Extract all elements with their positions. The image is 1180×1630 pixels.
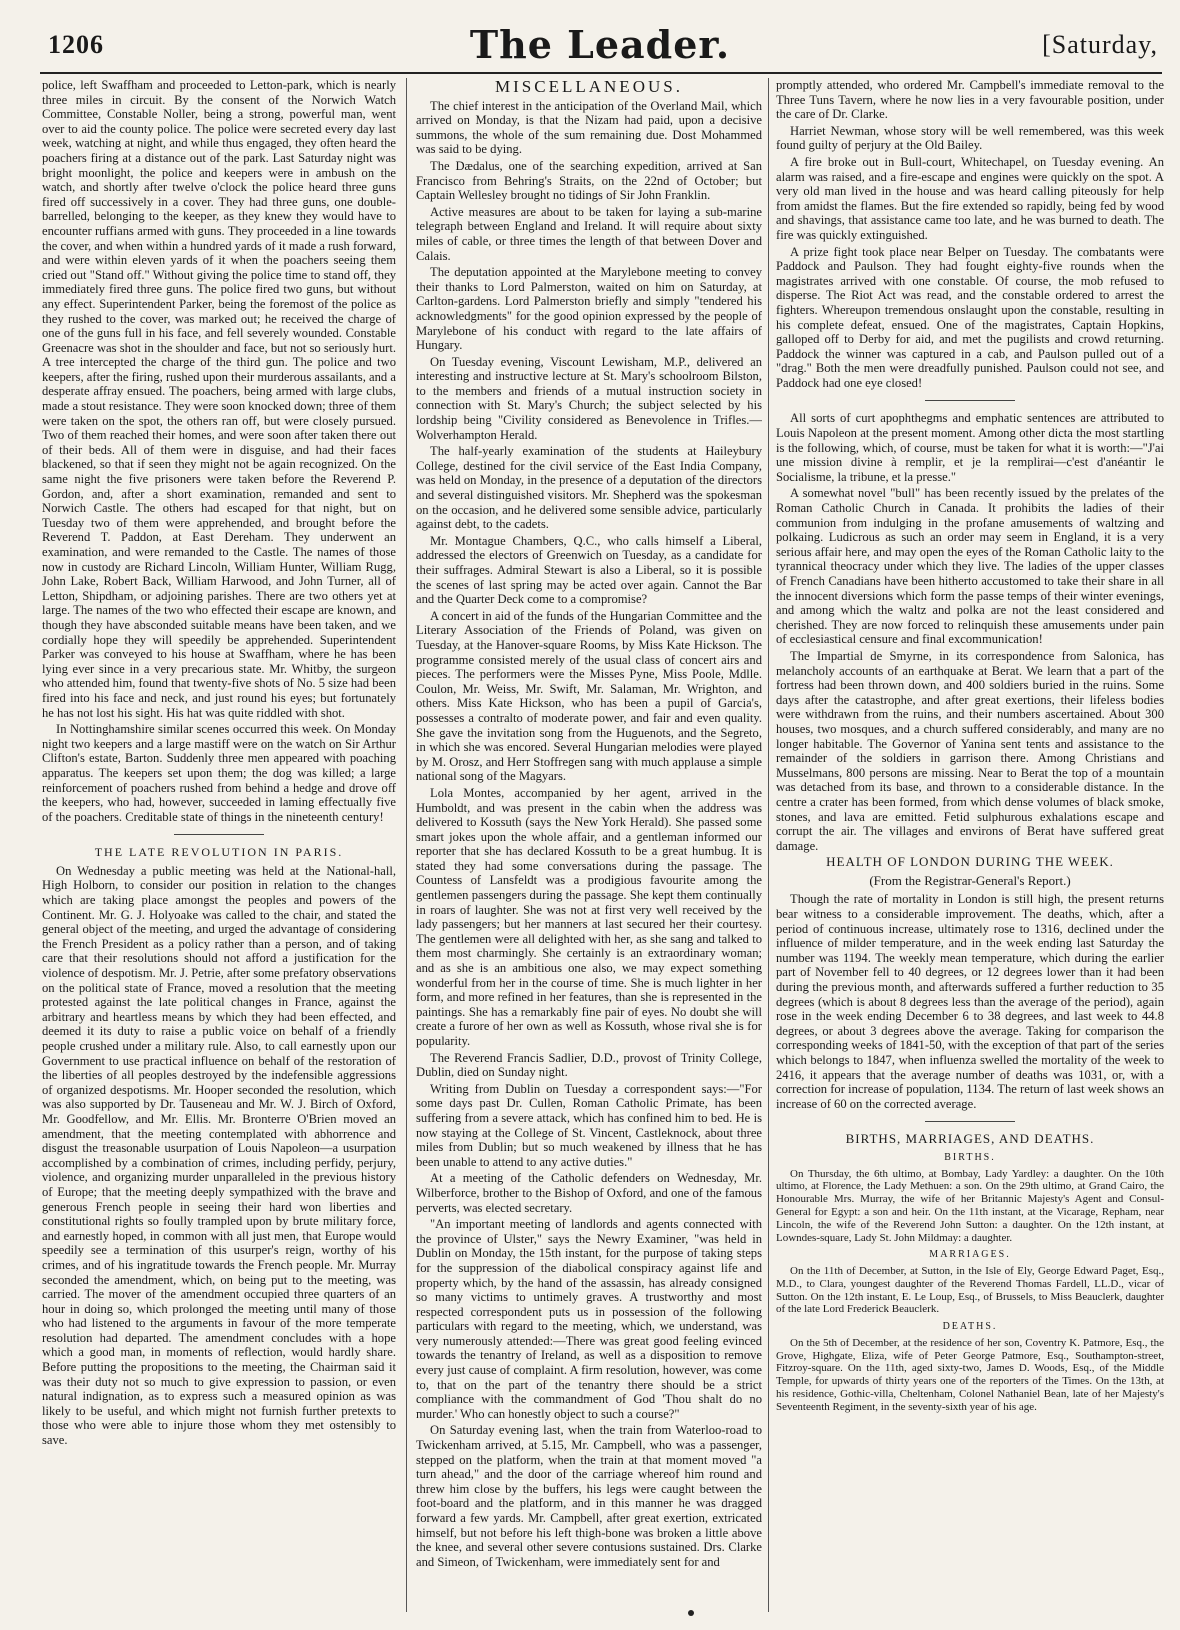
page-header bbox=[0, 0, 1180, 80]
footer-dot bbox=[688, 1610, 694, 1616]
marriages-label: MARRIAGES. bbox=[929, 1249, 1011, 1261]
article-paragraph: Harriet Newman, whose story will be well remembered, was this week found guilty of perjury at the Old Bailey. bbox=[776, 123, 1164, 153]
column-one bbox=[42, 78, 396, 1612]
article-paragraph: The Reverend Francis Sadlier, D.D., provost of Trinity College, Dublin, died on Sunday night. bbox=[416, 1050, 762, 1080]
section-heading: HEALTH OF LONDON DURING THE WEEK. bbox=[826, 854, 1114, 870]
section-separator bbox=[925, 400, 1015, 401]
section-subheading: (From the Registrar-General's Report.) bbox=[869, 872, 1071, 888]
article-paragraph: All sorts of curt apophthegms and emphatic sentences are attributed to Louis Napoleon at the present moment. Among other dicta the most startling is the following, which, of course, must be taken for what it is worth:—"J'ai une mission divine à remplir, et je la remplirai—c'est d'anéantir le Socialisme, la tribune, et la presse." bbox=[776, 411, 1164, 484]
section-separator bbox=[174, 834, 264, 835]
section-heading: BIRTHS, MARRIAGES, AND DEATHS. bbox=[845, 1131, 1095, 1147]
article-paragraph: In Nottinghamshire similar scenes occurred this week. On Monday night two keepers and a large mastiff were on the watch on Sir Arthur Clifton's estate, Barton. Suddenly three men appeared with poaching apparatus. The keepers set upon them; the dog was killed; a large reinforcement of poachers rushed from behind a hedge and drove off the keepers, who had, however, succeeded in laming effectually five of the poachers. Creditable state of things in the nineteenth century! bbox=[42, 722, 396, 824]
deaths-notices: On the 5th of December, at the residence of her son, Coventry K. Patmore, Esq., the Grove, Highgate, Eliza, wife of Peter George Patmore, Esq., Southampton-street, Fitzroy-square. On the 11th, aged sixty-two, James D. Woods, Esq., of the Middle Temple, for upwards of thirty years one of the reporters of the Times. On the 13th, at his residence, Gothic-villa, Cheltenham, Colonel Nathaniel Bean, late of her Majesty's Seventeenth Regiment, in the seventy-sixth year of his age. bbox=[776, 1336, 1164, 1413]
column-divider bbox=[768, 78, 769, 1612]
marriages-notices: On the 11th of December, at Sutton, in the Isle of Ely, George Edward Paget, Esq., M.D., to Clara, youngest daughter of the Reverend Thomas Fardell, LL.D., vicar of Sutton. On the 12th instant, E. Le Loup, Esq., of Brussels, to Miss Beauclerk, daughter of the late Lord Frederick Beauclerk. bbox=[776, 1264, 1164, 1316]
article-paragraph: The Dædalus, one of the searching expedition, arrived at San Francisco from Behring's Straits, on the 22nd of October; but Captain Wellesley brought no tidings of Sir John Franklin. bbox=[416, 158, 762, 203]
section-heading: MISCELLANEOUS. bbox=[495, 78, 683, 96]
article-paragraph: At a meeting of the Catholic defenders on Wednesday, Mr. Wilberforce, brother to the Bishop of Oxford, and one of the famous perverts, was elected secretary. bbox=[416, 1171, 762, 1215]
column-three bbox=[776, 78, 1164, 1612]
column-divider bbox=[406, 78, 407, 1612]
header-rule bbox=[40, 72, 1162, 74]
article-paragraph: A concert in aid of the funds of the Hungarian Committee and the Literary Association of the Friends of Poland, was given on Tuesday, at the Hanover-square Rooms, by Miss Kate Hickson. The programme consisted merely of the usual class of concert airs and pieces. The performers were the Misses Pyne, Miss Poole, Mdlle. Coulon, Mr. Weiss, Mr. Swift, Mr. Salaman, Mr. Wrighton, and others. Miss Kate Hickson, who has been a pupil of Garcia's, possesses a contralto of moderate power, and fair and even quality. She gave the invitation song from the Huguenots, and the Segreto, in which she was encored. Several Hungarian melodies were played by M. Orosz, and Herr Stoffregen sang with much applause a simple national song of the Magyars. bbox=[416, 608, 762, 784]
article-paragraph: police, left Swaffham and proceeded to Letton-park, which is nearly three miles in circuit. By the consent of the Norwich Watch Committee, Constable Noller, being a strong, powerful man, went over to aid the county police. The police were secreted every day last week, watching at night, and while thus engaged, they often heard the poachers firing at a distance out of the park. Last Saturday night was bright moonlight, the police and keepers were in ambush on the watch, and shortly after twelve o'clock the police heard three guns fired off successively in a cover. They had three guns, one double-barrelled, belonging to the keeper, as they knew they would have to encounter ruffians armed with guns. They proceeded in a line towards the cover, and when within a hundred yards of it made a rush forward, and were within eleven yards of it when the poachers seeing them cried out "Stand off." Without giving the police time to stand off, they immediately fired three guns. The police fired two guns, but without any effect. Superintendent Parker, being the foremost of the police as they rushed to the cover, was marked out; he received the charge of one of the guns full in his face, and fell severely wounded. Constable Greenacre was shot in the shoulder and face, but not so seriously hurt. A tree intercepted the charge of the third gun. The police and two keepers, after the firing, rushed upon their murderous assailants, and a desperate affray ensued. The poachers, being armed with large clubs, made a stout resistance. They were soon knocked down; three of them were taken on the spot, the others ran off, but were closely pursued. Two of them reached their homes, and were soon after taken there out of their beds. All of them were in disguise, and had their faces blackened, so that if seen they might not be again recognized. On the same night the five prisoners were taken before the Reverend P. Gordon, and, after a short examination, remanded and sent to Norwich Castle. The others had escaped for that night, but on Tuesday two of them were apprehended, and brought before the Reverend T. Paddon, at East Dereham. They underwent an examination, and were remanded to the Castle. The names of those now in custody are Richard Lincoln, William Hunter, William Rugg, John Lake, Robert Back, William Harwood, and John Turner, all of Letton, Shipdham, or adjoining parishes. There are two others yet at large. The names of the two who effected their escape are known, and though they have absconded suitable means have been taken, and we cordially hope they will speedily be apprehended. Superintendent Parker was conveyed to his house at Swaffham, where he has been lying ever since in a very precarious state. Mr. Whitby, the surgeon who attended him, found that twenty-five shots of No. 5 size had been fired into his face and neck, and just round his eyes; but fortunately he has not lost his sight. His hat was quite riddled with shot. bbox=[42, 78, 396, 720]
article-paragraph: A prize fight took place near Belper on Tuesday. The combatants were Paddock and Paulson. They had fought eighty-five rounds when the magistrates arrived with one constable. Of course, the mob refused to disperse. The Riot Act was read, and the constable ordered to arrest the fighters. Whereupon tremendous onslaught upon the constable, resulting in his complete defeat, ensued. One of the magistrates, Captain Hopkins, galloped off to Derby for aid, and met the pugilists and crowd returning. Paddock the winner was captured in a cab, and Paulson pulled out of a "drag." Both the men were dreadfully punished. Paulson could not see, and Paddock had one eye closed! bbox=[776, 244, 1164, 390]
article-paragraph: Though the rate of mortality in London is still high, the present returns bear witness to a considerable improvement. The deaths, which, after a period of continuous increase, ultimately rose to 1316, declined under the influence of milder temperature, and in the week ending last Saturday the number was 1194. The weekly mean temperature, which during the earlier part of November fell to 40 degrees, or 12 degrees lower than it had been during the previous month, and afterwards suffered a further reduction to 35 degrees (which is about 8 degrees less than the average of the period), again rose in the week ending December 6 to 38 degrees, and last week to 44.8 degrees, or about 3 degrees above the average. Taking for comparison the corresponding weeks of 1841-50, with the exception of that part of the series which belongs to 1847, when influenza swelled the mortality of the week to 2416, it appears that the average number of deaths was 1031, or, with a correction for increase of population, 1134. The return of last week shows an increase of 60 on the corrected average. bbox=[776, 892, 1164, 1111]
article-paragraph: promptly attended, who ordered Mr. Campbell's immediate removal to the Three Tuns Tavern, where he now lies in a very favourable position, under the care of Dr. Clarke. bbox=[776, 78, 1164, 122]
births-label: BIRTHS. bbox=[944, 1151, 996, 1163]
deaths-label: DEATHS. bbox=[942, 1321, 998, 1333]
article-paragraph: Lola Montes, accompanied by her agent, arrived in the Humboldt, and was present in the cabin when the address was delivered to Kossuth (says the New York Herald). She passed some smart jokes upon the whole affair, and a gentleman informed our reporter that she has declared Kossuth to be a great humbug. It is stated they had some conversations during the passage. The Countess of Lansfeldt was a prodigious favourite among the gentlemen passengers during the passage. She kept them continually in roars of laughter. She was not at first very well received by the lady passengers; but her manners at last secured her their courtesy. The gentlemen were all delighted with her, as she sang and talked to them most charmingly. She certainly is an extraordinary woman; and as she is an ambitious one also, we may expect something wonderful from her in the course of time. She is much lighter in her form, and more refined in her features, than she is represented in the paintings. She has a remarkably fine pair of eyes. No doubt she will create a furore of her own as well as Kossuth, whose rival she is for popularity. bbox=[416, 785, 762, 1048]
column-two bbox=[416, 78, 762, 1612]
page-number: 1206 bbox=[48, 30, 104, 59]
article-paragraph: Writing from Dublin on Tuesday a correspondent says:—"For some days past Dr. Cullen, Roman Catholic Primate, has been suffering from a severe attack, which has confined him to bed. He is now staying at the College of St. Vincent, Castleknock, about three miles from Dublin; but so much weakened by illness that he has been unable to attend to any active duties." bbox=[416, 1081, 762, 1169]
article-paragraph: A fire broke out in Bull-court, Whitechapel, on Tuesday evening. An alarm was raised, and a fire-escape and engines were quickly on the spot. A very old man lived in the house and was heard calling piteously for help from amidst the flames. But the fire extended so rapidly, being fed by wood and shavings, that assistance came too late, and he was burned to death. The fire was quickly extinguished. bbox=[776, 154, 1164, 242]
article-paragraph: The half-yearly examination of the students at Haileybury College, destined for the civil service of the East India Company, was held on Monday, in the presence of a deputation of the directors and several distinguished visitors. Mr. Shepherd was the spokesman on the occasion, and he delivered some sensible advice, particularly against debt, to the cadets. bbox=[416, 444, 762, 532]
article-paragraph: Active measures are about to be taken for laying a sub-marine telegraph between England and Ireland. It will require about sixty miles of cable, or three times the length of that between Dover and Calais. bbox=[416, 204, 762, 263]
issue-day: [Saturday, bbox=[1042, 30, 1158, 59]
article-paragraph: Mr. Montague Chambers, Q.C., who calls himself a Liberal, addressed the electors of Greenwich on Tuesday, as a candidate for their suffrages. Admiral Stewart is also a Liberal, so it is possible the scenes of last spring may be acted over again. Cannot the Bar and the Quarter Deck come to a compromise? bbox=[416, 533, 762, 607]
article-paragraph: On Saturday evening last, when the train from Waterloo-road to Twickenham arrived, at 5.15, Mr. Campbell, who was a passenger, stepped on the platform, when the train at that moment moved "a turn ahead," and the door of the carriage whereof him round and threw him close by the buffers, his legs were caught between the foot-board and the platform, and in this manner he was dragged forward a few yards. Mr. Campbell, after great exertion, extricated himself, but not before his left thigh-bone was broken a little above the knee, and several other severe contusions sustained. Drs. Clarke and Simeon, of Twickenham, were immediately sent for and bbox=[416, 1423, 762, 1569]
article-paragraph: On Wednesday a public meeting was held at the National-hall, High Holborn, to consider our position in relation to the changes which are taking place amongst the peoples and powers of the Continent. Mr. G. J. Holyoake was called to the chair, and stated the general object of the meeting, and urged the advantage of considering the French President as a policy rather than a person, and of taking care that their resolutions should not afford a justification for the violence of despotism. Mr. J. Petrie, after some prefatory observations on the political state of France, moved a resolution that the meeting protested against the late political changes in France, against the arbitrary and heartless means by which they had been effected, and deemed it its duty to raise a public voice on behalf of a friendly people crushed under a military rule. Also, to call earnestly upon our Government to use practical influence on behalf of the restoration of the liberties of all peoples destroyed by the indefensible aggressions of organized despotisms. Mr. Hooper seconded the resolution, which was also supported by Dr. Tauseneau and Mr. W. J. Birch of Oxford, Mr. Goodfellow, and Mr. Ellis. Mr. Bronterre O'Brien moved an amendment, that the meeting contemplated with abhorrence and disgust the treasonable usurpation of Louis Napoleon—a usurpation accomplished by a combination of crimes, including perfidy, perjury, violence, and organizing murder unparalleled in the previous history of Europe; that the meeting deeply sympathized with the brave and generous French people in seeing their hard won liberties and constitutional rights so foully trampled upon by brute military force, and earnestly hoped, in common with all just men, that Europe would speedily see a termination of this usurper's reign, worthy of his crimes, and of his ingratitude towards the French people. Mr. Murray seconded the amendment, which, on being put to the meeting, was carried. The mover of the amendment occupied three quarters of an hour in doing so, which prolonged the meeting until many of those who had listened to the arguments in favour of the more temperate resolution had departed. The amendment concludes with a hope which a good man, in moments of reflection, would hardly share. Before putting the propositions to the meeting, the Chairman said it was their duty not so much to give expression to passion, or even natural indignation, as to express such a measured opinion as was likely to be useful, and which might not furnish further pretexts to those who were able to injure those whom they met ostensibly to save. bbox=[42, 863, 396, 1448]
article-paragraph: On Tuesday evening, Viscount Lewisham, M.P., delivered an interesting and instructive lecture at St. Mary's schoolroom Bilston, to the members and friends of a mutual instruction society in connection with St. Mary's Church; the subject selected by his lordship being "Civility considered as Benevolence in Trifles.—Wolverhampton Herald. bbox=[416, 354, 762, 442]
births-notices: On Thursday, the 6th ultimo, at Bombay, Lady Yardley: a daughter. On the 10th ultimo, at Florence, the Lady Methuen: a son. On the 29th ultimo, at Grand Cairo, the Honourable Mrs. Murray, the wife of her Britannic Majesty's Agent and Consul-General for Egypt: a son and heir. On the 11th instant, at the Vicarage, Repham, near Lincoln, the wife of the Reverend John Sutton: a daughter. On the 12th instant, at Lowndes-square, Lady St. John Mildmay: a daughter. bbox=[776, 1167, 1164, 1244]
masthead-title: The Leader. bbox=[469, 22, 731, 67]
section-separator bbox=[925, 1121, 1015, 1122]
article-paragraph: A somewhat novel "bull" has been recently issued by the prelates of the Roman Catholic Church in Canada. It prohibits the ladies of their communion from indulging in the profane amusements of waltzing and polkaing. Ludicrous as such an order may seem in England, it is a very serious affair here, and may open the eyes of the Roman Catholic laity to the tyrannical theocracy under which they live. The ladies of the upper classes of French Canadians have been hitherto accustomed to take their share in all the innocent diversions which form the passe temps of their winter evenings, and among which the waltz and polka are not the least considered and cherished. They are now forced to relinquish these amusements under pain of ecclesiastical censure and final excommunication! bbox=[776, 486, 1164, 647]
section-heading: THE LATE REVOLUTION IN PARIS. bbox=[94, 845, 344, 860]
article-paragraph: The chief interest in the anticipation of the Overland Mail, which arrived on Monday, is that the Nizam had paid, upon a decisive summons, the whole of the sum remaining due. Dost Mohammed was said to be dying. bbox=[416, 98, 762, 157]
article-paragraph: The deputation appointed at the Marylebone meeting to convey their thanks to Lord Palmerston, waited on him on Saturday, at Carlton-gardens. Lord Palmerston briefly and simply "tendered his acknowledgments" for the good opinion expressed by the people of Marylebone of his conduct with regard to the late affairs of Hungary. bbox=[416, 265, 762, 353]
article-paragraph: The Impartial de Smyrne, in its correspondence from Salonica, has melancholy accounts of an earthquake at Berat. We learn that a part of the fortress had been thrown down, and 400 soldiers buried in the ruins. Some days after the catastrophe, and after great exertions, their lifeless bodies were withdrawn from the ruins, and their numbers ascertained. About 300 houses, two mosques, and a church suffered considerably, and many are no longer habitable. The Governor of Yanina sent tents and assistance to the remainder of the soldiers in garrison there. Among Christians and Musselmans, 800 persons are missing. Near to Berat the top of a mountain was detached from its base, and thrown to a considerable distance. In the centre a crater has been formed, from which dense volumes of black smoke, stones, and lava are emitted. Fetid sulphurous exhalations escape and corrupt the air. The villages and environs of Berat have suffered great damage. bbox=[776, 648, 1164, 853]
article-paragraph: "An important meeting of landlords and agents connected with the province of Ulster," says the Newry Examiner, "was held in Dublin on Monday, the 15th instant, for the purpose of taking steps for the suppression of the diabolical conspiracy against life and property which, by the hand of the assassin, has already consigned so many victims to untimely graves. A trustworthy and most respected correspondent puts us in possession of the following particulars with regard to the meeting, which, we understand, was very numerously attended:—There was great good feeling evinced towards the tenantry of Ireland, as well as a disposition to remove every just cause of complaint. A firm resolution, however, was come to, that on the part of the tenantry there should be a strict compliance with the commandment of God 'Thou shalt do no murder.' Who can honestly object to such a course?" bbox=[416, 1217, 762, 1421]
